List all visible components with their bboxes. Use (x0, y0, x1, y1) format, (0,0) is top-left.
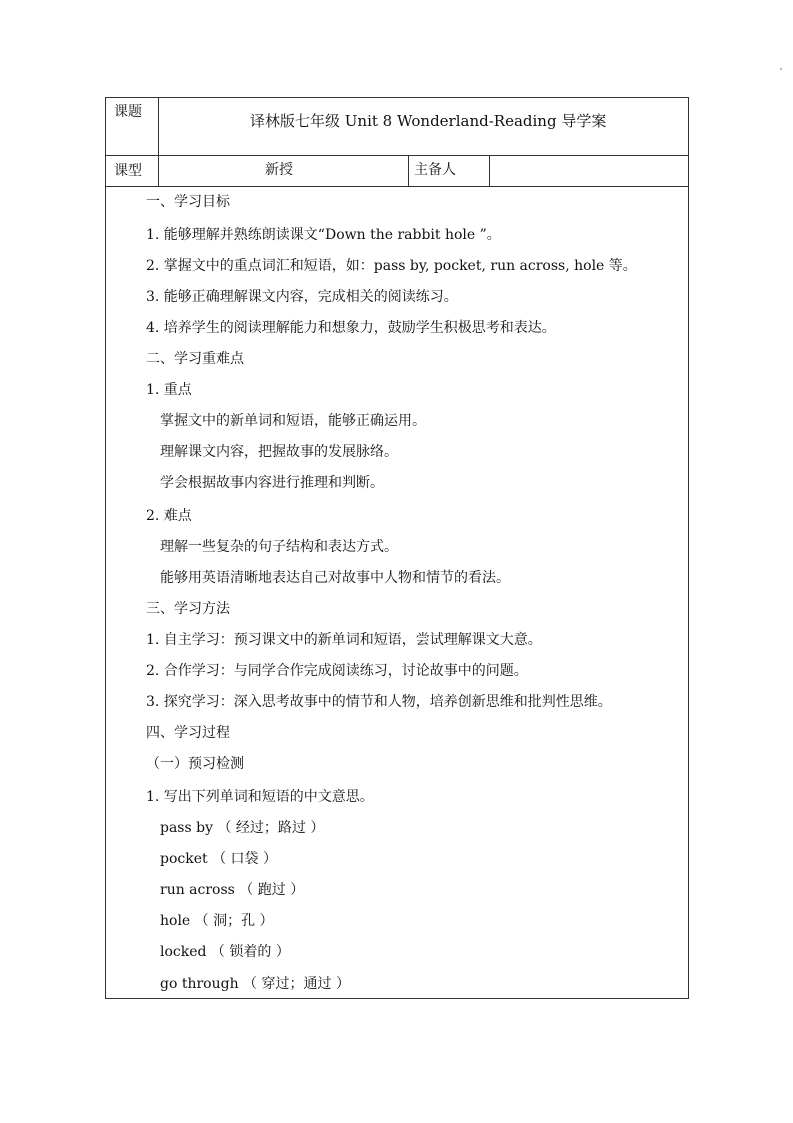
vocab-item: run across （ 跑过 ） (160, 882, 305, 898)
document-title: 译林版七年级 Unit 8 Wonderland-Reading 导学案 (250, 112, 607, 130)
table-col-rule-3 (489, 155, 490, 187)
label-preparer: 主备人 (414, 162, 456, 178)
list-item: 1. 写出下列单词和短语的中文意思。 (146, 789, 374, 805)
section-heading: 一、学习目标 (146, 194, 230, 210)
vocab-item: locked （ 锁着的 ） (160, 944, 290, 960)
list-item: 1. 自主学习：预习课文中的新单词和短语，尝试理解课文大意。 (146, 632, 542, 648)
section-heading: 三、学习方法 (146, 601, 230, 617)
section-heading: 二、学习重难点 (146, 351, 244, 367)
list-item: 2. 合作学习：与同学合作完成阅读练习，讨论故事中的问题。 (146, 663, 528, 679)
list-item: 1. 能够理解并熟练朗读课文“Down the rabbit hole ”。 (146, 227, 501, 243)
list-item: 2. 掌握文中的重点词汇和短语，如：pass by, pocket, run across, hole 等。 (146, 258, 637, 274)
section-heading: 四、学习过程 (146, 725, 230, 741)
list-item: 理解课文内容，把握故事的发展脉络。 (160, 444, 398, 460)
list-item: 3. 探究学习：深入思考故事中的情节和人物，培养创新思维和批判性思维。 (146, 694, 612, 710)
table-col-rule-1 (158, 97, 159, 187)
vocab-item: pass by （ 经过；路过 ） (160, 820, 325, 836)
label-lesson-type: 课型 (114, 163, 142, 179)
subheading: 1. 重点 (146, 382, 192, 398)
table-rule-1 (105, 155, 689, 156)
page-speck (780, 68, 782, 70)
vocab-item: pocket （ 口袋 ） (160, 851, 277, 867)
list-item: 4. 培养学生的阅读理解能力和想象力，鼓励学生积极思考和表达。 (146, 320, 556, 336)
list-item: 理解一些复杂的句子结构和表达方式。 (160, 539, 398, 555)
list-item: 能够用英语清晰地表达自己对故事中人物和情节的看法。 (160, 570, 510, 586)
table-col-rule-2 (408, 155, 409, 187)
list-item: 掌握文中的新单词和短语，能够正确运用。 (160, 413, 426, 429)
subheading: 2. 难点 (146, 508, 192, 524)
label-title: 课题 (114, 104, 142, 120)
vocab-item: hole （ 洞；孔 ） (160, 913, 274, 929)
list-item: 学会根据故事内容进行推理和判断。 (160, 475, 384, 491)
subheading: （一）预习检测 (146, 756, 244, 772)
table-rule-2 (105, 186, 689, 187)
lesson-type-value: 新授 (265, 162, 293, 178)
list-item: 3. 能够正确理解课文内容，完成相关的阅读练习。 (146, 289, 458, 305)
vocab-item: go through （ 穿过；通过 ） (160, 976, 350, 992)
